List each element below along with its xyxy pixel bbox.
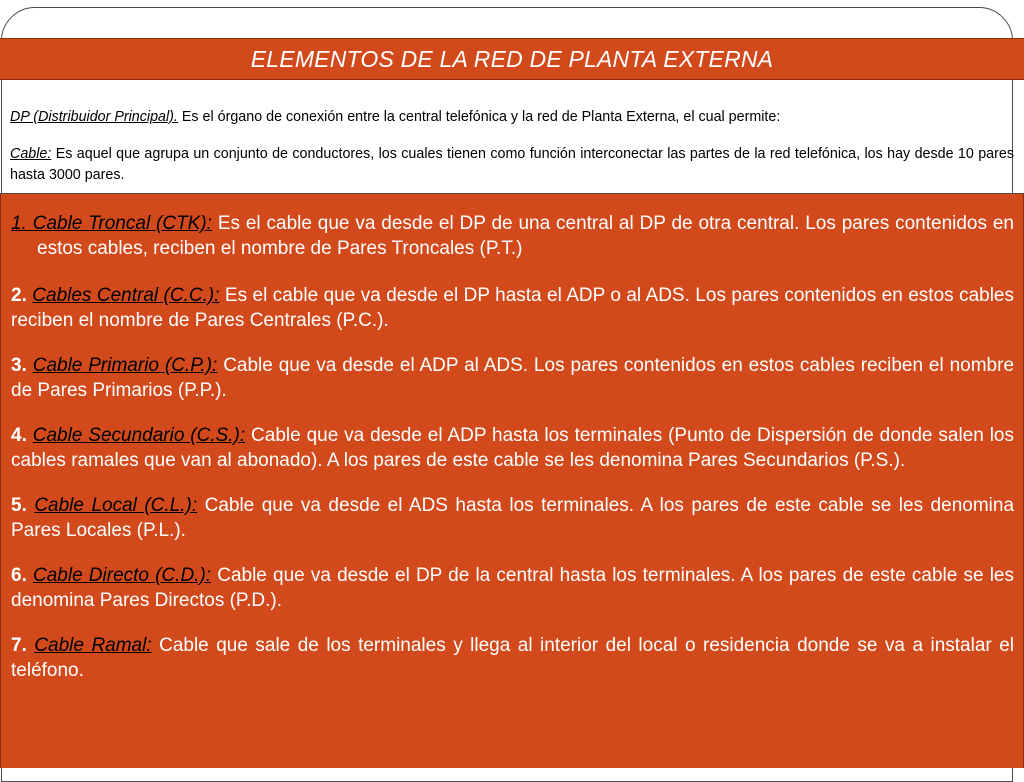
list-item [11, 353, 1014, 403]
item-number: 1. [11, 213, 33, 234]
item-number: 5. [11, 495, 35, 516]
list-item [11, 283, 1014, 333]
item-number: 4. [11, 425, 33, 446]
item-number: 6. [11, 565, 33, 586]
item-name: Cable Troncal (CTK): [32, 213, 212, 234]
intro-section [10, 80, 1014, 194]
list-item [11, 563, 1014, 613]
cable-term: Cable: [10, 146, 52, 162]
item-number: 7. [11, 635, 35, 656]
item-description: Cable que va desde el ADS hasta los terminales. A los pares de este cable se les denomina Pares Locales (P.L.). [11, 495, 1015, 541]
item-description: Cable que sale de los terminales y llega al interior del local o residencia donde se va a instalar el teléfono. [11, 635, 1014, 681]
item-description: Cable que va desde el ADP al ADS. Los pares contenidos en estos cables reciben el nombre de Pares Primarios (P.P.). [11, 355, 1015, 401]
title-bar [0, 38, 1024, 80]
item-description: Es el cable que va desde el DP de una central al DP de otra central. Los pares contenidos en estos cables, reciben el nombre de Pares Troncales (P.T.) [37, 213, 1014, 259]
slide-title: ELEMENTOS DE LA RED DE PLANTA EXTERNA [250, 45, 774, 72]
cable-definition [10, 144, 1014, 186]
list-item [11, 423, 1014, 473]
item-description: Cable que va desde el DP de la central hasta los terminales. A los pares de este cable se les denomina Pares Directos (P.D.). [11, 565, 1014, 611]
item-number: 2. [11, 285, 33, 306]
list-item [11, 633, 1014, 683]
cable-types-list [11, 211, 1014, 703]
item-name: Cable Primario (C.P.): [32, 355, 218, 376]
dp-text: Es el órgano de conexión entre la central telefónica y la red de Planta Externa, el cual permite: [177, 109, 781, 125]
item-description: Es el cable que va desde el DP hasta el ADP o al ADS. Los pares contenidos en estos cables reciben el nombre de Pares Centrales (P.C.). [11, 285, 1015, 331]
item-name: Cable Local (C.L.): [34, 495, 198, 516]
item-description: Cable que va desde el ADP hasta los terminales (Punto de Dispersión de donde salen los cables ramales que van al abonado). A los pares de este cable se les denomina Pares Secundarios (P.S.). [11, 425, 1014, 471]
item-name: Cable Ramal: [34, 635, 152, 656]
list-item [11, 493, 1014, 543]
cable-text: Es aquel que agrupa un conjunto de conductores, los cuales tienen como función interconectar las partes de la red telefónica, los hay desde 10 pares hasta 3000 pares. [10, 146, 1014, 183]
item-number: 3. [11, 355, 33, 376]
item-name: Cable Directo (C.D.): [33, 565, 212, 586]
cable-types-box [0, 194, 1024, 768]
item-name: Cable Secundario (C.S.): [32, 425, 246, 446]
list-item [11, 211, 1014, 261]
item-name: Cables Central (C.C.): [32, 285, 220, 306]
dp-term: DP (Distribuidor Principal). [10, 109, 178, 125]
dp-definition [10, 107, 1014, 128]
